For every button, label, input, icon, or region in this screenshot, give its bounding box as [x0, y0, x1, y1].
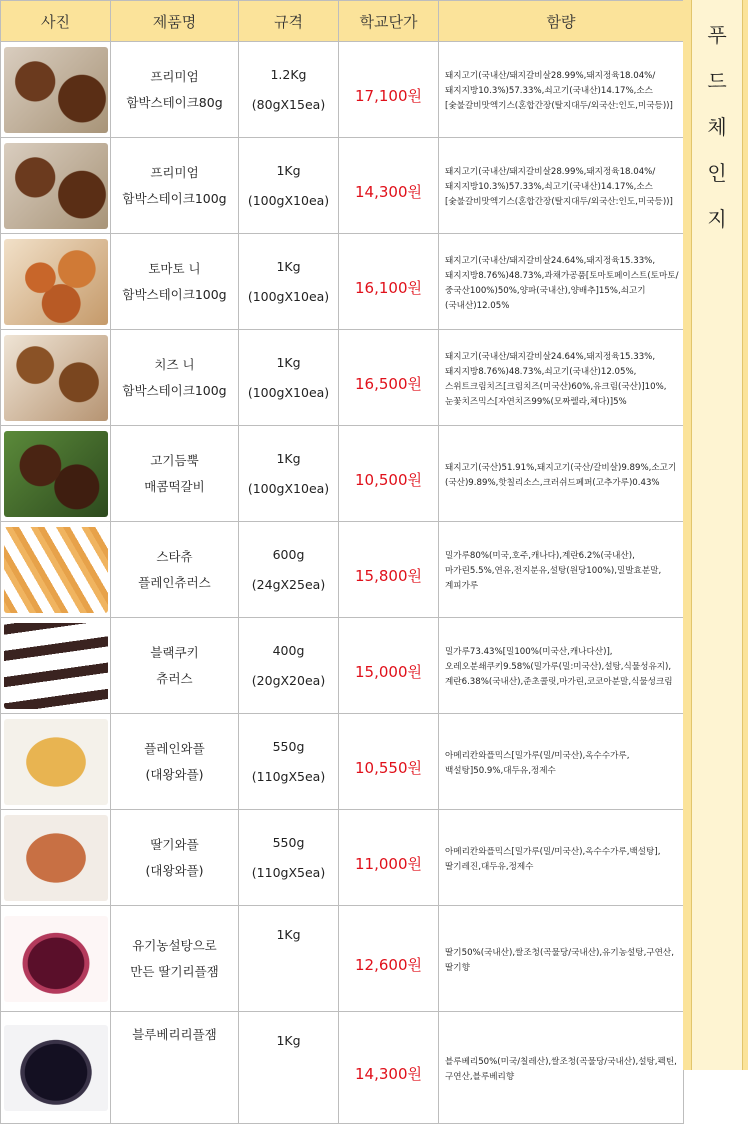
- table-row: [1, 42, 684, 138]
- product-name: 치즈 니 함박스테이크100g: [111, 330, 239, 426]
- table-row: [1, 330, 684, 426]
- product-ingredients: 돼지고기(국내산/돼지갈비살24.64%,돼지정육15.33%,돼지지방8.76%)48.73%,과채가공품[토마토페이스트(토마토/중국산100%)50%,양파(국내산),양배추]15%,쇠고기(국내산)12.05%: [439, 234, 684, 330]
- product-ingredients: 아메리칸와플믹스[밀가루(밀/미국산),옥수수가루,백설탕],딸기레진,대두유,정제수: [439, 810, 684, 906]
- product-spec: 600g (24gX25ea): [239, 522, 339, 618]
- vendor-side-banner: [683, 0, 748, 1070]
- product-ingredients: 돼지고기(국산)51.91%,돼지고기(국산/갈비살)9.89%,소고기(국산)9.89%,핫칠리소스,크러쉬드페퍼(고추가루)0.43%: [439, 426, 684, 522]
- product-name: 플레인와플 (대왕와플): [111, 714, 239, 810]
- strawberry-waffle-photo: [4, 815, 108, 901]
- product-spec: 1.2Kg (80gX15ea): [239, 42, 339, 138]
- product-spec: 1Kg (100gX10ea): [239, 330, 339, 426]
- product-ingredients: 돼지고기(국내산/돼지갈비살28.99%,돼지정육18.04%/돼지지방10.3%)57.33%,쇠고기(국내산)14.17%,소스[숯불갈비맛엑기스(혼합간장(탈지대두/외국산:인도,미국등))]: [439, 138, 684, 234]
- product-name: 딸기와플 (대왕와플): [111, 810, 239, 906]
- tteokgalbi-photo: [4, 431, 108, 517]
- product-price: 16,100원: [339, 234, 439, 330]
- product-price: 12,600원: [339, 906, 439, 1012]
- vendor-name: 푸 드 체 인 지: [707, 23, 727, 231]
- product-price: 17,100원: [339, 42, 439, 138]
- table-header-row: [1, 1, 684, 42]
- product-spec: 1Kg (100gX10ea): [239, 426, 339, 522]
- product-ingredients: 밀가루73.43%[밀100%(미국산,캐나다산)],오레오분쇄쿠키9.58%(밀가루(밀:미국산),설탕,식물성유지),계란6.38%(국내산),준초콜릿,마가린,코코아분말,식물성크림: [439, 618, 684, 714]
- table-row: [1, 138, 684, 234]
- header-spec: 규격: [239, 1, 339, 42]
- strawberry-jam-photo: [4, 916, 108, 1002]
- product-ingredients: 아메리칸와플믹스[밀가루(밀/미국산),옥수수가루,백설탕]50.9%,대두유,정제수: [439, 714, 684, 810]
- blueberry-jam-photo: [4, 1025, 108, 1111]
- product-spec: 1Kg (100gX10ea): [239, 138, 339, 234]
- table-row: [1, 234, 684, 330]
- steak-photo: [4, 143, 108, 229]
- product-name: 유기농설탕으로 만든 딸기리플잼: [111, 906, 239, 1012]
- product-spec: 550g (110gX5ea): [239, 810, 339, 906]
- product-price: 11,000원: [339, 810, 439, 906]
- product-name: 프리미엄 함박스테이크80g: [111, 42, 239, 138]
- table-row: [1, 1012, 684, 1124]
- black-churros-photo: [4, 623, 108, 709]
- product-name: 토마토 니 함박스테이크100g: [111, 234, 239, 330]
- product-name: 프리미엄 함박스테이크100g: [111, 138, 239, 234]
- steak-photo: [4, 47, 108, 133]
- table-row: [1, 714, 684, 810]
- product-name: 블루베리리플잼: [111, 1012, 239, 1124]
- product-name: 스타츄 플레인츄러스: [111, 522, 239, 618]
- product-price: 15,000원: [339, 618, 439, 714]
- product-ingredients: 돼지고기(국내산/돼지갈비살28.99%,돼지정육18.04%/돼지지방10.3%)57.33%,쇠고기(국내산)14.17%,소스[숯불갈비맛엑기스(혼합간장(탈지대두/외국산:인도,미국등))]: [439, 42, 684, 138]
- product-spec: 1Kg (100gX10ea): [239, 234, 339, 330]
- product-price: 15,800원: [339, 522, 439, 618]
- header-ingredients: 함량: [439, 1, 684, 42]
- product-ingredients: 밀가루80%(미국,호주,캐나다),계란6.2%(국내산),마가린5.5%,연유,전지분유,설탕(원당100%),밀발효분말,계피가루: [439, 522, 684, 618]
- product-price: 10,550원: [339, 714, 439, 810]
- product-ingredients: 돼지고기(국내산/돼지갈비살24.64%,돼지정육15.33%,돼지지방8.76%)48.73%,쇠고기(국내산)12.05%,스위트크림치즈[크림치즈(미국산)60%,유크림(국산)]10%,눈꽃치즈믹스[자연치즈99%(모짜렐라,체다)]5%: [439, 330, 684, 426]
- tomato-steak-photo: [4, 239, 108, 325]
- table-row: [1, 810, 684, 906]
- header-name: 제품명: [111, 1, 239, 42]
- product-spec: 1Kg: [239, 906, 339, 1012]
- product-ingredients: 딸기50%(국내산),쌀조청(곡물당/국내산),유기농설탕,구연산,딸기향: [439, 906, 684, 1012]
- product-price: 14,300원: [339, 1012, 439, 1124]
- table-row: [1, 522, 684, 618]
- table-row: [1, 426, 684, 522]
- header-price: 학교단가: [339, 1, 439, 42]
- cheese-steak-photo: [4, 335, 108, 421]
- product-spec: 400g (20gX20ea): [239, 618, 339, 714]
- product-spec: 1Kg: [239, 1012, 339, 1124]
- churros-photo: [4, 527, 108, 613]
- product-name: 고기듬뿍 매콤떡갈비: [111, 426, 239, 522]
- waffle-photo: [4, 719, 108, 805]
- product-spec: 550g (110gX5ea): [239, 714, 339, 810]
- table-row: [1, 618, 684, 714]
- header-photo: 사진: [1, 1, 111, 42]
- product-price: 10,500원: [339, 426, 439, 522]
- product-price: 16,500원: [339, 330, 439, 426]
- table-row: [1, 906, 684, 1012]
- product-ingredients: 블루베리50%(미국/칠레산),쌀조청(곡물당/국내산),설탕,펙틴,구연산,블루베리향: [439, 1012, 684, 1124]
- product-price: 14,300원: [339, 138, 439, 234]
- product-name: 블랙쿠키 츄러스: [111, 618, 239, 714]
